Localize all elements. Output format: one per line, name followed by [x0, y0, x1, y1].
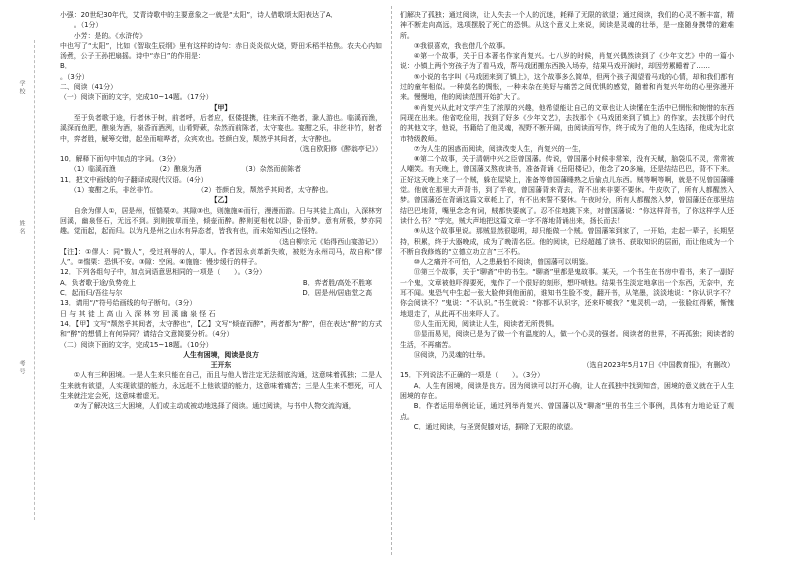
- text-paragraph: ⑩人之痛并不可怕，人之患最怕不阅读，曾国藩可以明鉴。: [413, 258, 593, 267]
- right-column: [400, 10, 734, 555]
- text-paragraph: ④第一个故事，关于日本著名作家肖复兴。七八岁的时候，肖复兴偶然读到了《少年文艺》中的一篇小说：小镇上两个穷孩子为了看马戏，帮马戏团搬东西换入场券，结果马戏开演时，却因劳累睡着了……: [400, 52, 734, 71]
- text-paragraph: ⑥肖复兴从此对文学产生了浓厚的兴趣，他希望能让自己的文章也让人读懂在生活中已惘怅和惋惜的东西同现在出来。他省吃俭用，找到了好多《少年文艺》，去找那个《马戏团来到了镇上》的作家，去找那个时代的其他文字，他说，书籍给了他灵魂，视野不断开阔，由阅读而写作，终于成为了他的人生选择，他成为北京市特级教师。: [400, 103, 734, 143]
- section-heading: 【甲】: [210, 103, 232, 112]
- text-paragraph: ⑦为人生的困惑而阅读，阅读改变人生，肖复兴的一生，: [413, 144, 586, 153]
- text-paragraph: 自余为僇人①，居是州，恒惴栗②。其隙③也，则施施④而行，漫漫而游。日与其徒上高山，入深林穷回溪，幽泉怪石，无远不到。到则披草而坐，倾壶而醉。醉则更相枕以卧，卧而梦。意有所极，梦亦同趣。觉而起，起而归。以为凡是州之山水有异态者，皆我有也，而未始知西山之怪特。: [60, 206, 382, 236]
- text-paragraph: C．通过阅读，与圣贤促膝对话，摒除了无限的欲望。: [413, 422, 578, 431]
- text-paragraph: ⑧第二个故事，关于清朝中兴之臣曾国藩。传说，曾国藩小时候非常笨，没有天赋，脑袋瓜不灵，常常被人嘲笑。有天晚上，曾国藩又熬夜读书，准备背诵《岳阳楼记》，他念了20多遍，还是结结巴巴，背不下来。正好这天晚上来了一个贼，躲在屋梁上，准备等曾国藩睡熟之后偷点儿东西。贼等啊等啊，就是不见曾国藩睡觉。他就在那里大声背书，到了半夜，曾国藩背来背去，背不出来非要不要休。牛皮吹了，所有人都醒然入梦。曾国藩还在背诵这篇文章耗上了，有不出来誓不要休。午夜时分，所有人都醒然入梦，曾国藩还在那里结结巴巴地背，嘴里念念有词，贼都快要疯了。忍不住地跳下来，对曾国藩说：“你这样背书，了你这样学人还读什么书？”学完，贼大声地把这篇文章一字不落地背诵出来，扬长而去！: [400, 155, 734, 225]
- text-paragraph: 中也写了“太阳”，比如《智取生辰纲》里有这样的诗句：赤日炎炎似火烧，野田禾稻半枯焦。农夫心内如汤煮，公子王孙把扇摇。诗中“赤日”的作用是：: [60, 41, 382, 61]
- text-paragraph: 。（1分）: [73, 21, 103, 30]
- text-paragraph: 【注】：①僇人：同“戮人”，受过刑辱的人，罪人。作者因永贞革新失败，被贬为永州司马，故自称“僇人”。②惴栗：恐惧不安。③隙：空闲。④施施：慢步缓行的样子。: [60, 247, 382, 267]
- option-text: （1）宴酣之乐，非丝非竹。: [70, 186, 158, 195]
- text-paragraph: （一）阅读下面的文字，完成10~14题。（17分）: [60, 93, 213, 102]
- text-paragraph: ①人有三种困境。一是人生来只能在自己，而且与他人皆注定无法彻底沟通，这意味着孤独；二是人生来就有欲望，人实现欲望的能力，永远赶不上他欲望的能力，这意味着痛苦；三是人生来不想死，可人生来就注定会死，这意味着虚无。: [60, 371, 382, 400]
- margin-label-school: 学校: [18, 80, 25, 96]
- text-paragraph: 。（3分）: [60, 72, 89, 81]
- option-text: B．弈者胜/高处不胜寒: [302, 278, 372, 287]
- text-paragraph: 12．下列各组句子中，加点词语意思相同的一项是（ ）。（3分）: [60, 268, 267, 277]
- option-text: （3）杂然而前陈者: [241, 165, 301, 174]
- text-paragraph: ⑬显而易见，阅读已是为了做一个有温度的人，做一个心灵的强者。阅读者的世界，不再孤独；阅读者的生活，不再痛苦。: [400, 330, 734, 349]
- text-paragraph: 14．【甲】文写“颓然乎其间者，太守醉也”，【乙】文写“倾壶而醉”，两者都为“醉”，但在表达“醉”的方式和“醉”的想情上有何异同？请结合文意简要分析。（4分）: [60, 319, 382, 339]
- text-paragraph: 小芳：是的。《水浒传》: [73, 31, 147, 40]
- text-paragraph: ⑫人生而无阅，阅读让人生，阅读者无所畏惧。: [413, 319, 559, 328]
- option-row: [60, 164, 382, 174]
- option-text: （2）酿泉为酒: [155, 165, 202, 174]
- text-paragraph: 15．下列说法不正确的一项是（ ）。（3分）: [400, 371, 545, 380]
- text-paragraph: ⑪第三个故事，关于“聊斋”中的书生。“聊斋”里都是鬼故事。某天，一个书生在书房中看书，来了一副好一个鬼，文章被他吓得要死，鬼作了一个很好的刻形，想吓唬他。结果书生淡定地拿出一个东西，无奈中，充耳不闻。鬼恐气中生起一张大脸伸到他面前，谁知书生脸不变，翻开书，从笔墨，淡淡地说：“你认识字不？你会阅读不？”鬼说：“不认识。”书生就说：“你都不认识字，还来吓唬我？”鬼灵机一动，一张脸红得紫，惭愧地退走了，从此再不出来吓人了。: [400, 268, 734, 318]
- option-row: [60, 278, 382, 288]
- option-text: D．居是州/居庙堂之高: [302, 289, 372, 298]
- text-paragraph: 小强：20世纪30年代，艾青诗歌中的主要意象之一就是“太阳”，诗人借歌颂太阳表达了A．: [60, 11, 338, 19]
- punctuation-sentence: 日与其徒上高山入深林穷回溪幽泉怪石: [60, 309, 218, 318]
- source-citation: （选自2023年5月17日《中国教育报》，有删改）: [582, 361, 734, 370]
- text-paragraph: ②为了解决这三大困境，人们或主动或被动地选择了阅读。通过阅读，与书中人物交流沟通，: [73, 402, 356, 411]
- source-citation: （选自欧阳修《醉翁亭记》）: [295, 144, 382, 153]
- text-paragraph: 们解决了孤独；通过阅读，让人失去一个人的沉迷，耗释了无限的欲望；通过阅读，我们的心灵不断丰富，精神不断走向高远，选项摆脱了死亡的恐惧。从这个意义上来说，阅读是灵魂的壮举，是一座随身携带的避难所。: [400, 11, 734, 40]
- text-paragraph: B．作者运用举例论证，通过列举肖复兴、曾国藩以及“聊斋”里的书生三个事例，具体有力地论证了观点。: [400, 402, 734, 421]
- text-paragraph: 13．请用“/”符号给画线的句子断句。（3分）: [60, 299, 197, 308]
- section-heading: 王开东: [210, 361, 232, 370]
- option-row: [60, 288, 382, 298]
- section-heading: 人生有困境，阅读是良方: [183, 350, 259, 359]
- option-row: [60, 185, 382, 195]
- option-text: C．起而归/吾往与尔: [60, 289, 123, 298]
- binding-margin: [6, 40, 40, 520]
- source-citation: （选自柳宗元《始得西山宴游记》）: [275, 237, 382, 246]
- margin-label-name: 姓名: [18, 220, 25, 236]
- option-text: A．负者歌于途/负势竞上: [60, 278, 136, 287]
- option-text: （2）苍颜白发，颓然乎其间者，太守醉也。: [197, 186, 333, 195]
- text-paragraph: 10．解释下面句中加点的字词。（3分）: [60, 155, 180, 164]
- text-paragraph: ⑭阅读，乃灵魂的壮举。: [413, 350, 490, 359]
- text-paragraph: A．人生有困境，阅读是良方。因为阅读可以打开心胸，让人在孤独中找到知音，困境的意义就在于人生困境的存在。: [400, 381, 734, 400]
- text-paragraph: ⑤小说的名字叫《马戏团来到了镇上》，这个故事多么简单，但两个孩子渴望看马戏的心情，却和我们都有过的童年相似。一种莫名的惆怅，一种未杂在美好与痛苦之间优惧的感觉，随着和肖复兴年幼的心里弥漫开来。慢慢地，他的阅读范围开始扩大了。: [400, 72, 734, 102]
- option-text: （1）临溪而渔: [70, 165, 116, 174]
- left-column: [60, 10, 382, 555]
- text-paragraph: 二、阅读（41分）: [60, 83, 118, 92]
- text-paragraph: 11．把文中画线的句子翻译成现代汉语。（4分）: [60, 175, 208, 184]
- text-paragraph: 至于负者歌于途，行者休于树，前者呼，后者应，伛偻提携，往来而不绝者，滁人游也。临溪而渔，溪深而鱼肥，酿泉为酒，泉香而酒洌，山肴野蔌，杂然而前陈者，太守宴也。宴酣之乐，非丝非竹，射者中，弈者胜，觥筹交错，起坐而喧哗者，众宾欢也。苍颜白发，颓然乎其间者，太守醉也。: [60, 113, 382, 143]
- text-paragraph: （二）阅读下面的文字，完成15~18题。（10分）: [60, 340, 213, 349]
- text-paragraph: B．: [60, 62, 72, 71]
- binding-cut-line: [34, 40, 35, 520]
- text-paragraph: ⑨从这个故事里说。那贼显然很聪明，却只能做一个贼。曾国藩笨到家了，一开始，走起一辈子，长期坚持，积累，终于大器晚成，成为了晚清名臣。他的阅读，已经超越了读书、获取知识的层面，而让他成为一个不断自我修炼的“立德立功立言”三不朽。: [400, 227, 734, 256]
- text-paragraph: ③我很喜欢，我也借几个故事。: [413, 41, 510, 50]
- column-divider: [391, 6, 392, 555]
- margin-label-id: 考号: [18, 360, 25, 376]
- section-heading: 【乙】: [210, 196, 232, 205]
